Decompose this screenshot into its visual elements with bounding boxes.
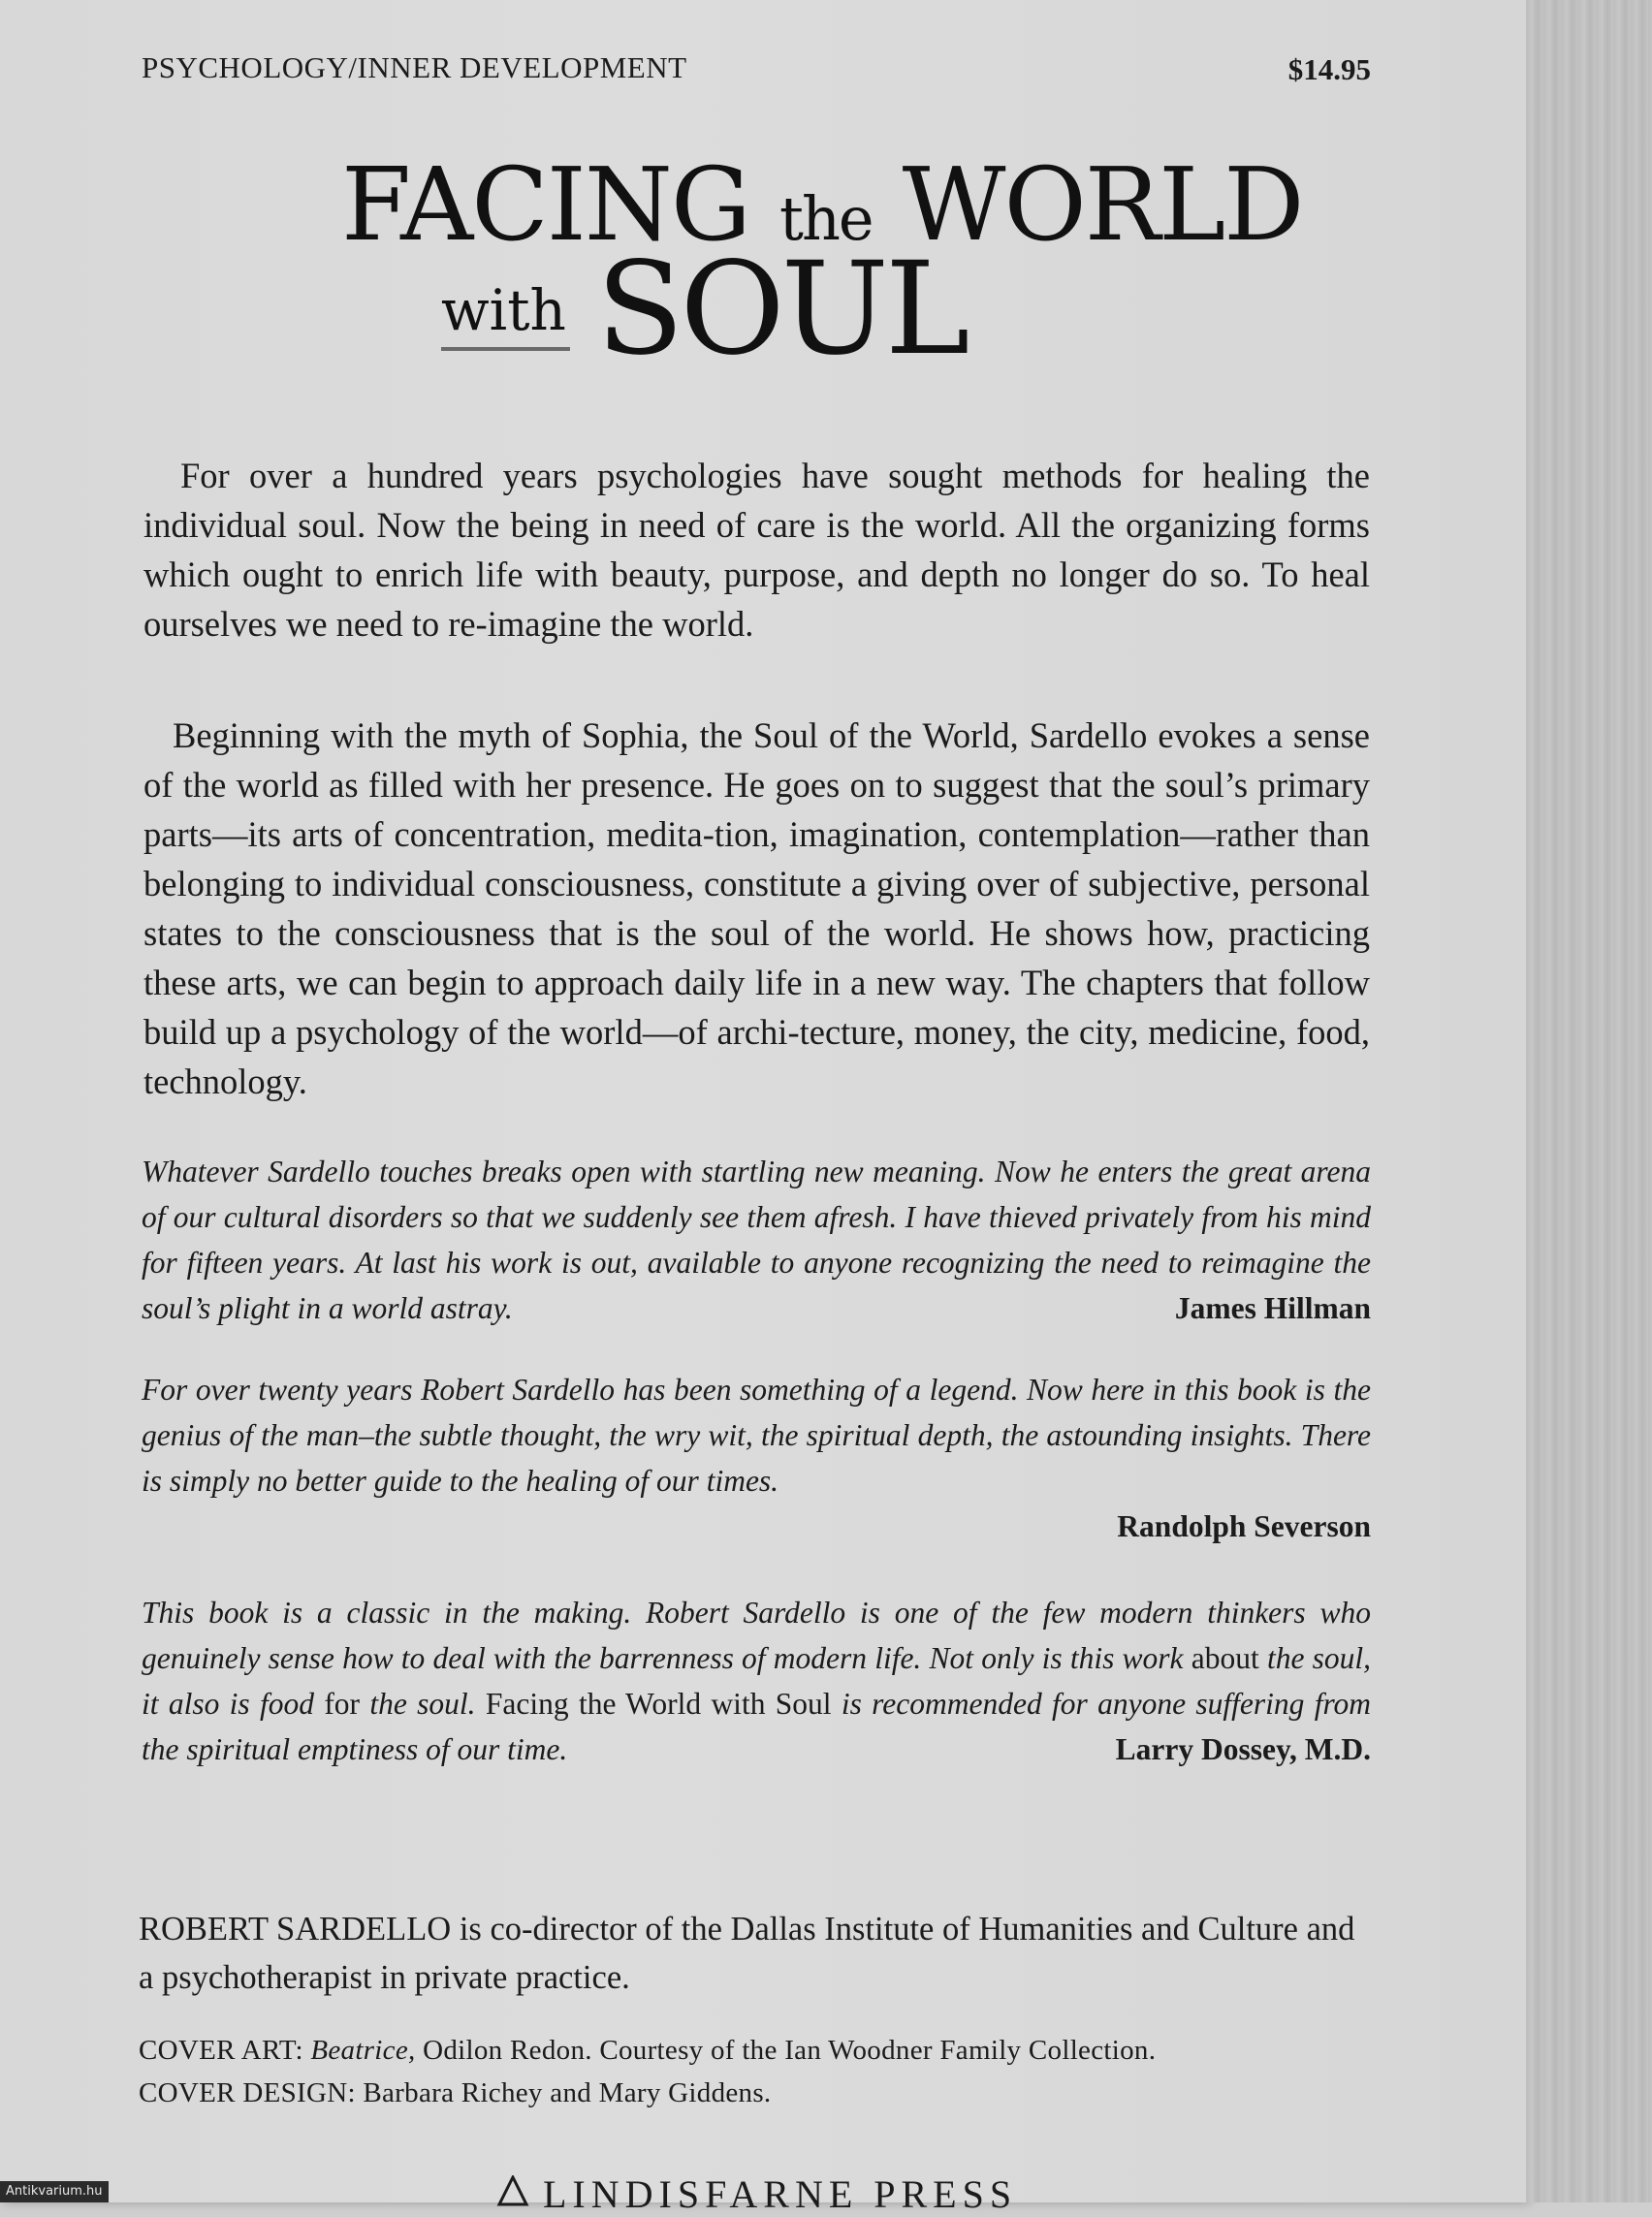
title-word-with: with xyxy=(441,277,570,351)
background-surface xyxy=(1526,0,1652,2202)
endorsement-text-part: This book is a classic in the making. Robert Sardello is one of the few modern thinkers who genuinely sense how to deal with the barrenness of modern life. Not only is this work xyxy=(142,1596,1371,1675)
endorsement-author: Randolph Severson xyxy=(1117,1509,1371,1543)
endorsement-text-part: for xyxy=(324,1687,361,1721)
endorsement-text: Whatever Sardello touches breaks open with startling new meaning. Now he enters the great arena of our cultural disorders so that we suddenly see them afresh. I have thieved privately from his mind for fifteen years. At last his work is out, available to anyone recognizing the need to reimagine the soul’s plight in a world astray. xyxy=(142,1155,1371,1325)
cover-art-label: COVER ART: xyxy=(139,2035,303,2066)
description-paragraph-2: Beginning with the myth of Sophia, the Soul of the World, Sardello evokes a sense of the world as filled with her presence. He goes on to suggest that the soul’s primary parts—its arts of concentration, medita-tion, imagination, contemplation—rather than belonging to individual consciousness, constitute a giving over of subjective, personal states to the consciousness that is the soul of the world. He shows how, practicing these arts, we can begin to approach daily life in a new way. The chapters that follow build up a psychology of the world—of archi-tecture, money, the city, medicine, food, technology. xyxy=(143,714,1370,1101)
title-word-world: WORLD xyxy=(902,145,1303,264)
title-word-the: the xyxy=(779,183,873,254)
watermark: Antikvarium.hu xyxy=(0,2181,109,2202)
endorsement-book-title: Facing the World with Soul xyxy=(485,1687,832,1721)
endorsement-text-part: about xyxy=(1191,1641,1259,1675)
endorsement-text-part: is recommended for anyone suffering from the spiritual emptiness of our time. xyxy=(142,1687,1372,1766)
title-word-facing: FACING xyxy=(341,145,749,264)
endorsement-text: For over twenty years Robert Sardello has been something of a legend. Now here in this book is the genius of the man–the subtle thought, the wry wit, the spiritual depth, the astounding insights. There is simply no better guide to the healing of our times. xyxy=(142,1373,1371,1498)
publisher-name: LINDISFARNE PRESS xyxy=(543,2172,1018,2216)
endorsement-2 xyxy=(142,1367,1371,1549)
endorsement-author: James Hillman xyxy=(1174,1291,1371,1325)
endorsement-text-part: the soul, it also is food xyxy=(142,1641,1372,1721)
cover-art-credit xyxy=(139,2029,1389,2072)
author-bio: ROBERT SARDELLO is co-director of the Dallas Institute of Humanities and Culture and a psychotherapist in private practice. xyxy=(139,1910,1355,1996)
category-label: PSYCHOLOGY/INNER DEVELOPMENT xyxy=(142,50,687,84)
publisher-logo-icon xyxy=(496,2175,529,2208)
cover-art-source: Odilon Redon. Courtesy of the Ian Woodner Family Collection. xyxy=(423,2035,1157,2066)
cover-design-credit: COVER DESIGN: Barbara Richey and Mary Giddens. xyxy=(139,2077,772,2108)
cover-credits xyxy=(139,2029,1389,2114)
endorsement-text-part: the soul. xyxy=(369,1687,476,1721)
endorsement-author: Larry Dossey, M.D. xyxy=(1115,1732,1371,1766)
endorsement-3 xyxy=(142,1590,1371,1772)
description-paragraph-1: For over a hundred years psychologies have sought methods for healing the individual soul. Now the being in need of care is the world. All the organizing forms which ought to enrich life with beauty, purpose, and depth no longer do so. To heal ourselves we need to re-imagine the world. xyxy=(143,455,1370,644)
title-word-soul: SOUL xyxy=(596,235,967,384)
price-label: $14.95 xyxy=(1287,52,1371,86)
endorsement-1 xyxy=(142,1149,1371,1331)
cover-art-title: Beatrice, xyxy=(310,2035,416,2066)
